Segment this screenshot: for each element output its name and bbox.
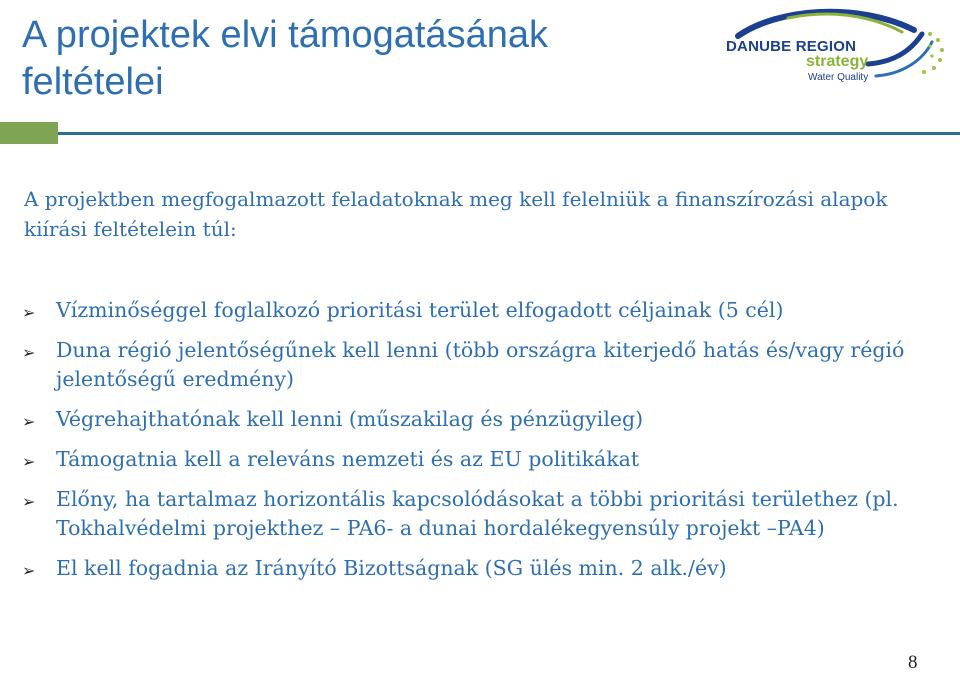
- bullet-text: Duna régió jelentőségűnek kell lenni (több országra kiterjedő hatás és/vagy régió jelentőségű eredmény): [56, 338, 905, 391]
- list-item: [22, 485, 942, 543]
- arrow-bullet-icon: ➢: [22, 412, 36, 431]
- list-item: [22, 405, 942, 434]
- title-divider: [58, 132, 960, 135]
- list-item: [22, 336, 942, 394]
- bullet-text: Végrehajthatónak kell lenni (műszakilag és pénzügyileg): [56, 407, 644, 431]
- arrow-bullet-icon: ➢: [22, 452, 36, 471]
- danube-region-strategy-logo: [718, 4, 954, 92]
- arrow-bullet-icon: ➢: [22, 303, 36, 322]
- title-accent-bar: [0, 122, 58, 144]
- bullet-text: Vízminőséggel foglalkozó prioritási terület elfogadott céljainak (5 cél): [56, 298, 784, 322]
- bullet-text: Előny, ha tartalmaz horizontális kapcsolódásokat a többi prioritási területhez (pl. Tokhalvédelmi projekthez – PA6- a dunai hordalékegyensúly projekt –PA4): [56, 487, 899, 540]
- arrow-bullet-icon: ➢: [22, 561, 36, 580]
- arrow-bullet-icon: ➢: [22, 343, 36, 362]
- logo-line-2: strategy: [806, 53, 869, 70]
- bullet-text: Támogatnia kell a releváns nemzeti és az EU politikákat: [56, 447, 640, 471]
- bullet-text: El kell fogadnia az Irányító Bizottságnak (SG ülés min. 2 alk./év): [56, 556, 727, 580]
- logo-line-3: Water Quality: [808, 72, 869, 83]
- page-number: 8: [908, 652, 918, 673]
- arrow-bullet-icon: ➢: [22, 492, 36, 511]
- list-item: [22, 296, 942, 325]
- list-item: [22, 445, 942, 474]
- slide-title: A projektek elvi támogatásának feltételei: [22, 14, 548, 103]
- list-item: [22, 554, 942, 583]
- logo-line-1: DANUBE REGION: [726, 38, 857, 55]
- bullet-list: [22, 296, 942, 583]
- intro-text: A projektben megfogalmazott feladatoknak meg kell felelniük a finanszírozási alapok kiírási feltételein túl:: [24, 187, 888, 241]
